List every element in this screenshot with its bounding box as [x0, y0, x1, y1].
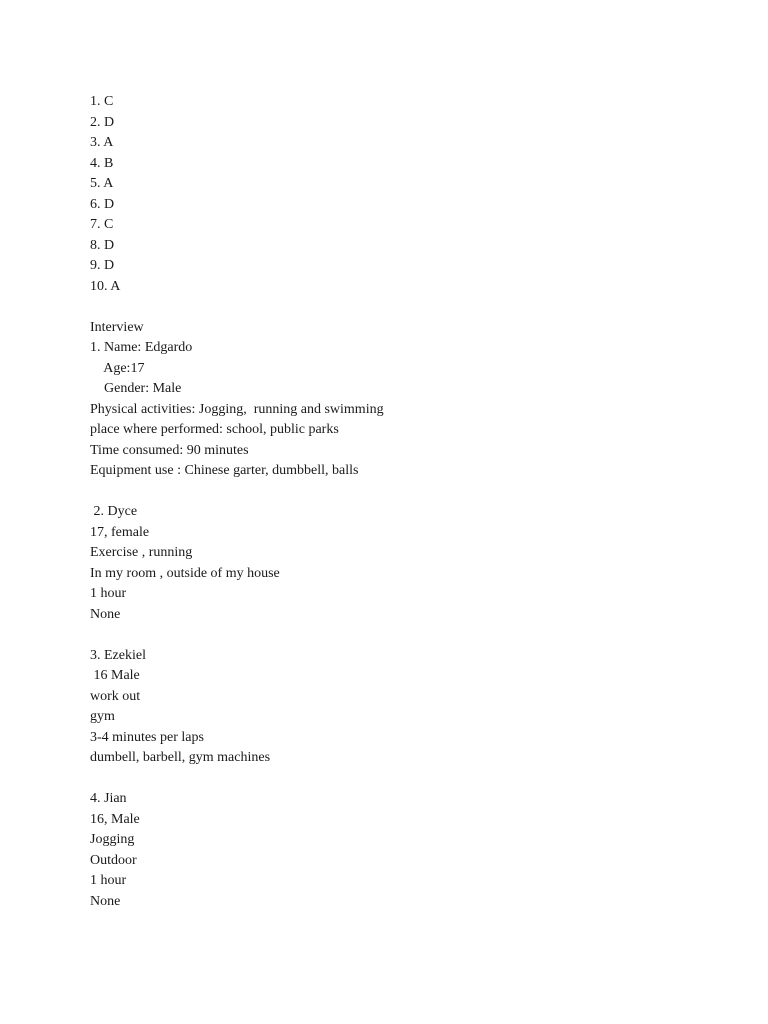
answer-line-6: 6. D — [90, 196, 115, 212]
interview-3-activities: work out — [90, 688, 141, 704]
interview-3-name: 3. Ezekiel — [90, 647, 146, 663]
answer-line-2: 2. D — [90, 114, 115, 130]
interview-1-activities: Physical activities: Jogging, running and swimming — [90, 401, 384, 417]
interview-3-place: gym — [90, 709, 115, 724]
interview-4-place: Outdoor — [90, 852, 137, 868]
answer-line-9: 9. D — [90, 258, 115, 273]
blank-line — [90, 625, 730, 646]
interview-4-age-gender: 16, Male — [90, 811, 140, 827]
interview-heading: Interview — [90, 319, 144, 335]
answer-line-4: 4. B — [90, 155, 114, 171]
interview-3-age-gender: 16 Male — [90, 668, 140, 683]
interview-2-age-gender: 17, female — [90, 524, 150, 540]
interview-3-equipment: dumbell, barbell, gym machines — [90, 750, 271, 765]
answer-line-7: 7. C — [90, 217, 114, 232]
interview-1-gender: Gender: Male — [90, 381, 182, 396]
interview-1-name: 1. Name: Edgardo — [90, 340, 193, 355]
interview-4-activities: Jogging — [90, 832, 135, 847]
interview-2-activities: Exercise , running — [90, 545, 193, 560]
answer-line-5: 5. A — [90, 176, 114, 191]
blank-line — [90, 482, 730, 503]
interview-2-name: 2. Dyce — [90, 504, 138, 519]
document-page — [90, 92, 730, 912]
interview-1-place: place where performed: school, public parks — [90, 422, 339, 437]
answer-line-1: 1. C — [90, 94, 114, 109]
interview-4-name: 4. Jian — [90, 791, 127, 806]
interview-2-place: In my room , outside of my house — [90, 565, 280, 581]
answer-line-3: 3. A — [90, 135, 114, 150]
interview-2-equipment: None — [90, 606, 121, 622]
blank-line — [90, 769, 730, 790]
blank-line — [90, 297, 730, 318]
interview-1-age: Age:17 — [90, 360, 145, 376]
interview-4-time: 1 hour — [90, 873, 127, 888]
answer-line-10: 10. A — [90, 278, 121, 294]
answer-line-8: 8. D — [90, 237, 115, 253]
interview-4-equipment: None — [90, 893, 121, 909]
interview-3-time: 3-4 minutes per laps — [90, 729, 204, 745]
interview-1-equipment: Equipment use : Chinese garter, dumbbell, balls — [90, 463, 359, 478]
interview-2-time: 1 hour — [90, 586, 127, 601]
interview-1-time: Time consumed: 90 minutes — [90, 442, 249, 458]
